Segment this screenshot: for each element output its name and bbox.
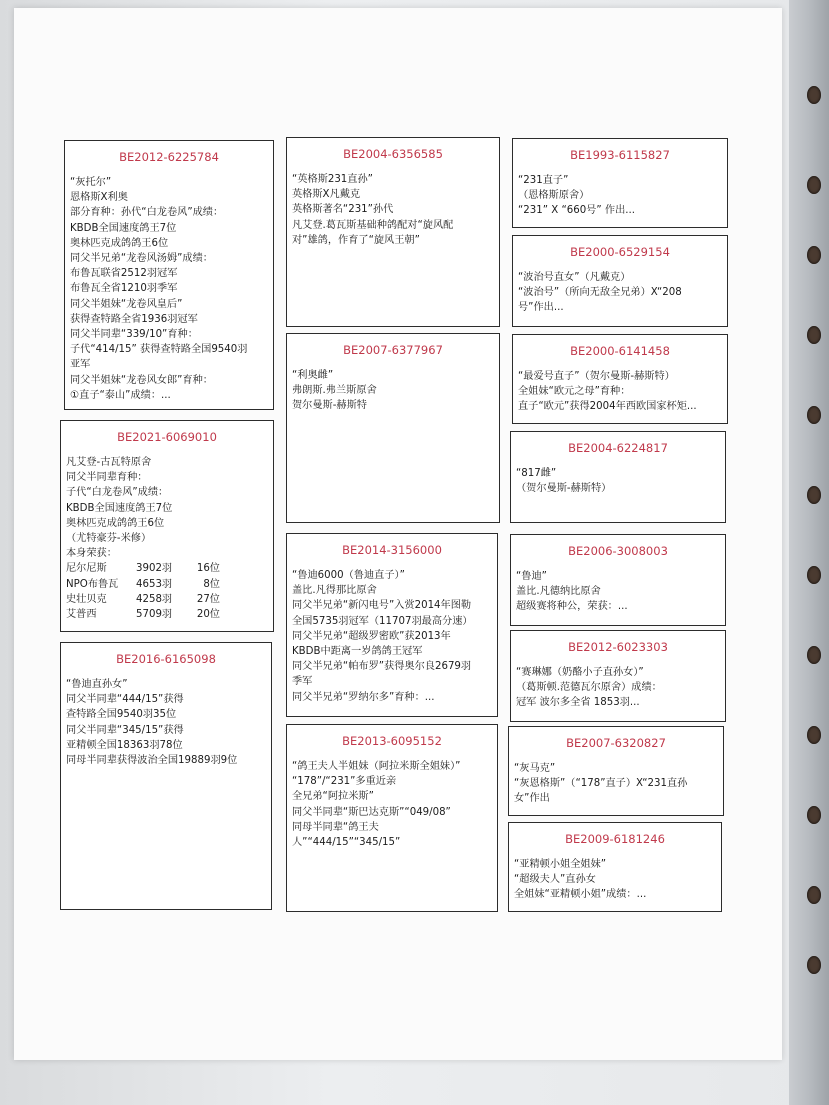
- card-line: 同父半姐妹“龙卷风皇后”: [70, 298, 183, 310]
- honor-place: 8位: [203, 578, 220, 590]
- card-line: 同父半兄弟“龙卷风汤姆”成绩：: [70, 253, 213, 265]
- card-line: “817雌”: [516, 468, 557, 479]
- card-line: 同父半兄弟“超级罗密欧”获2013年: [292, 630, 451, 642]
- card-line: 英格斯著名“231”孙代: [292, 204, 394, 216]
- card-line: 同父半兄弟“罗纳尔多”育种：...: [292, 691, 435, 703]
- ring-number: BE2004-6224817: [568, 441, 668, 455]
- punch-hole: [807, 646, 821, 664]
- ring-number: BE2009-6181246: [565, 832, 665, 846]
- card-line: 盖比.凡德纳比原舍: [516, 586, 601, 598]
- honor-place: 16位: [196, 563, 220, 575]
- card-line: ①直子“泰山”成绩：...: [70, 389, 171, 401]
- pedigree-card-sire: [64, 140, 274, 410]
- punch-hole: [807, 726, 821, 744]
- card-line: 全姐妹“亚精顿小姐”成绩：...: [514, 889, 647, 901]
- card-line: 同父半姐妹“龙卷风女郎”育种：: [70, 374, 213, 386]
- card-line: “178”/“231”多重近亲: [292, 776, 397, 788]
- card-line: 女”作出: [514, 793, 550, 805]
- card-line: （恩格斯原舍）: [518, 190, 590, 202]
- card-line: “231” X “660号” 作出...: [518, 205, 635, 217]
- card-line: 恩格斯X利奥: [70, 192, 128, 204]
- punch-hole: [807, 86, 821, 104]
- card-line: KBDB全国速度鸽王7位: [66, 502, 173, 514]
- punch-hole: [807, 176, 821, 194]
- honor-birds: 4258羽: [136, 593, 173, 605]
- card-line: 子代“白龙卷风”成绩：: [66, 487, 169, 499]
- card-line: 同父半同辈“斯巴达克斯”“049/08”: [292, 806, 451, 818]
- card-line: 子代“414/15” 获得查特路全国9540羽: [70, 344, 248, 356]
- ring-number: BE1993-6115827: [570, 148, 670, 162]
- pedigree-sheet: [14, 8, 782, 1060]
- card-line: KBDB全国速度鸽王7位: [70, 222, 177, 234]
- pedigree-card-ggp-3: [512, 334, 728, 424]
- ring-number: BE2013-6095152: [342, 734, 442, 748]
- pedigree-card-ggp-5: [510, 534, 726, 626]
- punch-hole: [807, 886, 821, 904]
- ring-number: BE2012-6225784: [119, 150, 219, 164]
- card-line: KBDB中距离一岁鸽鸽王冠军: [292, 646, 423, 658]
- pedigree-card-ggp-1: [512, 138, 728, 228]
- card-line: “波治号”（所向无敌全兄弟）X“208: [518, 287, 682, 299]
- card-line: 同父半兄弟“帕布罗”获得奥尔良2679羽: [292, 661, 472, 673]
- card-line: 直子“欧元”获得2004年西欧国家杯矩...: [518, 401, 697, 413]
- card-line: “波治号直女”（凡戴克）: [518, 272, 631, 283]
- card-line: “灰托尔”: [70, 177, 112, 188]
- punch-hole: [807, 326, 821, 344]
- card-line: 超级赛将种公，荣获：...: [516, 601, 628, 613]
- card-line: “英格斯231直孙”: [292, 174, 373, 185]
- card-line: 贺尔曼斯-赫斯特: [292, 400, 367, 412]
- ring-number: BE2000-6141458: [570, 344, 670, 358]
- card-line: 号”作出...: [518, 302, 564, 314]
- card-line: 亚精顿全国18363羽78位: [66, 739, 183, 751]
- pedigree-card-ggp-2: [512, 235, 728, 327]
- card-line: 人”“444/15”“345/15”: [292, 837, 401, 849]
- pedigree-card-ggp-6: [510, 630, 726, 722]
- card-line: “鲁迪直孙女”: [66, 679, 128, 690]
- punch-hole: [807, 486, 821, 504]
- card-line: 同父半同辈“339/10”育种：: [70, 329, 198, 341]
- card-line: “231直子”: [518, 175, 569, 186]
- card-line: 冠军 波尔多全省 1853羽...: [516, 697, 640, 709]
- honor-birds: 3902羽: [136, 563, 173, 575]
- ring-number: BE2014-3156000: [342, 543, 442, 557]
- card-line: “超级夫人”直孙女: [514, 874, 596, 886]
- card-line: 英格斯X凡戴克: [292, 189, 361, 201]
- card-line: 同父半同辈育种：: [66, 472, 148, 484]
- punch-hole: [807, 806, 821, 824]
- card-line: （葛斯顿.范德瓦尔原舍）成绩：: [516, 682, 662, 694]
- honor-race: 尼尔尼斯: [66, 563, 107, 575]
- card-line: 同父半同辈“345/15”获得: [66, 724, 184, 736]
- card-line: “鲁迪6000（鲁迪直子）”: [292, 570, 405, 581]
- card-line: 同母半同辈获得波治全国19889羽9位: [66, 755, 238, 767]
- card-line: 盖比.凡得那比原舍: [292, 585, 377, 597]
- card-line: “灰恩格斯”（“178”直子）X“231直孙: [514, 778, 688, 790]
- card-line: 获得查特路全省1936羽冠军: [70, 313, 198, 325]
- card-line: “鸽王夫人半姐妹（阿拉米斯全姐妹）”: [292, 761, 461, 772]
- card-line: 布鲁瓦全省1210羽季军: [70, 283, 178, 295]
- honor-place: 20位: [196, 609, 220, 621]
- punch-hole: [807, 406, 821, 424]
- honor-race: 艾普西: [66, 609, 97, 621]
- honor-place: 27位: [196, 593, 220, 605]
- punch-hole: [807, 956, 821, 974]
- card-line: 奥林匹克成鸽鸽王6位: [66, 517, 165, 529]
- honor-race: NPO布鲁瓦: [66, 578, 119, 590]
- ring-number: BE2021-6069010: [117, 430, 217, 444]
- pedigree-card-grandsire-2: [286, 533, 498, 717]
- card-line: 全姐妹“欧元之母”育种：: [518, 386, 631, 398]
- honors-table: [66, 561, 268, 622]
- honor-race: 史壮贝克: [66, 593, 107, 605]
- card-line: “利奥雌”: [292, 370, 334, 381]
- pedigree-card-granddam-1: [286, 333, 500, 523]
- card-line: 弗朗斯.弗兰斯原舍: [292, 385, 377, 397]
- card-line: （贺尔曼斯-赫斯特）: [516, 483, 612, 495]
- card-line: 布鲁瓦联省2512羽冠军: [70, 268, 178, 280]
- honor-birds: 5709羽: [136, 609, 173, 621]
- card-line: 全国5735羽冠军（11707羽最高分速）: [292, 615, 473, 627]
- card-line: 部分育种：孙代“白龙卷风”成绩：: [70, 207, 224, 219]
- card-line: （尤特豪芬-米修）: [66, 533, 152, 545]
- punch-hole: [807, 566, 821, 584]
- ring-number: BE2006-3008003: [568, 544, 668, 558]
- card-line: “鲁迪”: [516, 571, 547, 582]
- binder-punched-edge: [789, 0, 829, 1105]
- pedigree-card-grandsire-1: [286, 137, 500, 327]
- pedigree-card-dam: [60, 420, 274, 632]
- pedigree-card-ggp-8: [508, 822, 722, 912]
- pedigree-card-ggp-4: [510, 431, 726, 523]
- honor-birds: 4653羽: [136, 578, 173, 590]
- card-line: “赛琳娜（奶酪小子直孙女）”: [516, 667, 644, 678]
- card-line: “最爱号直子”（贺尔曼斯-赫斯特）: [518, 371, 675, 382]
- card-line: 同父半兄弟“新闪电号”入赏2014年图勒: [292, 600, 472, 612]
- ring-number: BE2000-6529154: [570, 245, 670, 259]
- card-line: 查特路全国9540羽35位: [66, 709, 177, 721]
- card-line: 全兄弟“阿拉米斯”: [292, 791, 374, 803]
- card-line: “灰马克”: [514, 763, 556, 774]
- ring-number: BE2007-6320827: [566, 736, 666, 750]
- card-line: 亚军: [70, 359, 91, 371]
- card-line: “亚精顿小姐全姐妹”: [514, 859, 607, 870]
- ring-number: BE2016-6165098: [116, 652, 216, 666]
- card-line: 凡艾登-古瓦特原舍: [66, 457, 152, 468]
- card-line: 凡艾登.葛瓦斯基础种鸽配对“旋风配: [292, 219, 454, 231]
- card-line: 同父半同辈“444/15”获得: [66, 694, 184, 706]
- pedigree-card-self: [60, 642, 272, 910]
- punch-hole: [807, 246, 821, 264]
- card-line: 本身荣获：: [66, 548, 117, 560]
- card-line: 奥林匹克成鸽鸽王6位: [70, 237, 169, 249]
- ring-number: BE2012-6023303: [568, 640, 668, 654]
- ring-number: BE2007-6377967: [343, 343, 443, 357]
- pedigree-card-ggp-7: [508, 726, 724, 816]
- ring-number: BE2004-6356585: [343, 147, 443, 161]
- card-line: 对”雄鸽，作育了“旋风王朝”: [292, 234, 420, 246]
- card-line: 同母半同辈“鸽王夫: [292, 821, 379, 833]
- card-line: 季军: [292, 676, 313, 688]
- pedigree-card-granddam-2: [286, 724, 498, 912]
